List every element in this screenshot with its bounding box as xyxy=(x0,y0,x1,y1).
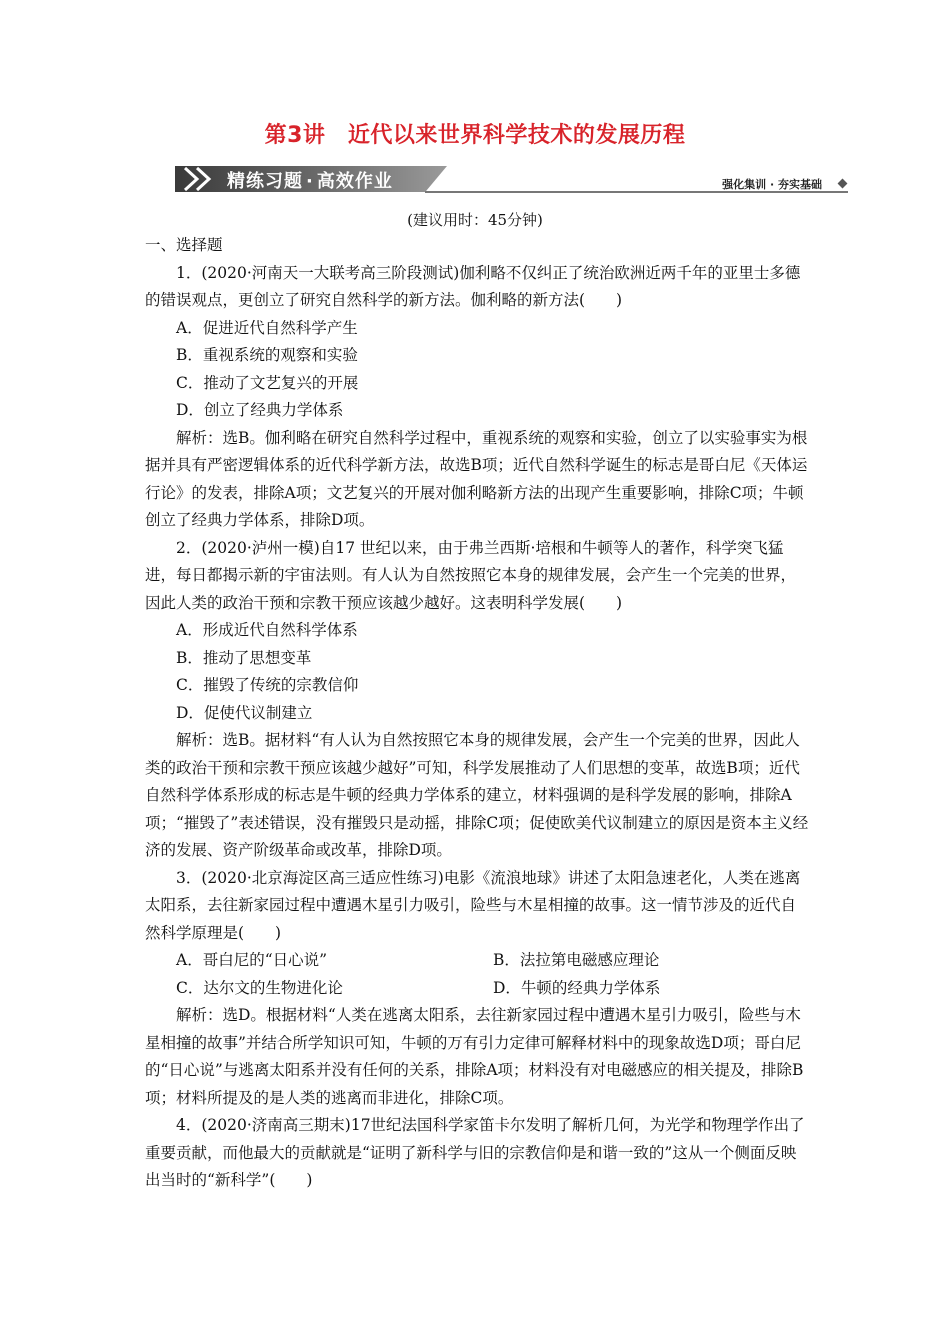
analysis-text: 解析：选B。据材料“有人认为自然按照它本身的规律发展，会产生一个完美的世界，因此人类的政治干预和宗教干预应该越少越好”可知，科学发展推动了人们思想的变革，故选B项；近代自然科学体系形成的标志是牛顿的经典力学体系的建立，材料强调的是科学发展的影响，排除A项；“摧毁了”表述错误，没有摧毁只是动摇，排除C项；促使欧美代议制建立的原因是资本主义经济的发展、资产阶级革命或改革，排除D项。 xyxy=(145,731,809,859)
option-a: A．形成近代自然科学体系 xyxy=(176,621,358,639)
option-b: B．重视系统的观察和实验 xyxy=(176,346,358,364)
banner-label xyxy=(227,167,393,193)
analysis-text: 解析：选D。根据材料“人类在逃离太阳系，去往新家园过程中遭遇木星引力吸引，险些与木星相撞的故事”并结合所学知识可知，牛顿的万有引力定律可解释材料中的现象故选D项；哥白尼的“日心说”与逃离太阳系并没有任何的关系，排除A项；材料没有对电磁感应的相关提及，排除B项；材料所提及的是人类的逃离而非进化，排除C项。 xyxy=(145,1006,804,1107)
option-c: C．达尔文的生物进化论 xyxy=(176,978,343,997)
option-row xyxy=(145,975,810,1003)
question-content xyxy=(145,232,810,1195)
section-heading: 一、选择题 xyxy=(145,236,223,254)
banner-subtitle: 强化集训 · 夯实基础 xyxy=(722,178,822,191)
diamond-icon xyxy=(838,179,848,189)
banner-dot: · xyxy=(306,171,314,192)
option-a: A．促进近代自然科学产生 xyxy=(176,318,358,337)
option-d: D．牛顿的经典力学体系 xyxy=(493,978,661,997)
option-d: D．促使代议制建立 xyxy=(176,703,313,722)
option-b: B．推动了思想变革 xyxy=(176,648,312,667)
question-stem: 4．(2020·济南高三期末)17世纪法国科学家笛卡尔发明了解析几何，为光学和物理学作出了重要贡献，而他最大的贡献就是“证明了新科学与旧的宗教信仰是和谐一致的”这从一个侧面反映出当时的“新科学”( ) xyxy=(145,1116,805,1189)
question-stem: 1．(2020·河南天一大联考高三阶段测试)伽利略不仅纠正了统治欧洲近两千年的亚里士多德的错误观点，更创立了研究自然科学的新方法。伽利略的新方法( ) xyxy=(145,263,801,309)
option-d: D．创立了经典力学体系 xyxy=(176,401,344,419)
option-a: A．哥白尼的“日心说” xyxy=(176,951,328,969)
option-row xyxy=(145,947,810,975)
option-b: B．法拉第电磁感应理论 xyxy=(493,951,660,969)
time-note: (建议用时：45分钟) xyxy=(407,211,543,229)
question-stem: 3．(2020·北京海淀区高三适应性练习)电影《流浪地球》讲述了太阳急速老化，人类在逃离太阳系，去往新家园过程中遭遇木星引力吸引，险些与木星相撞的故事。这一情节涉及的近代自然科学原理是( ) xyxy=(145,868,801,942)
option-c: C．推动了文艺复兴的开展 xyxy=(176,373,359,392)
section-banner xyxy=(175,162,850,202)
double-chevron-icon xyxy=(181,166,227,192)
banner-label-a: 精练习题 xyxy=(227,171,303,192)
option-c: C．摧毁了传统的宗教信仰 xyxy=(176,676,359,694)
analysis-text: 解析：选B。伽利略在研究自然科学过程中，重视系统的观察和实验，创立了以实验事实为根据并具有严密逻辑体系的近代科学新方法，故选B项；近代自然科学诞生的标志是哥白尼《天体运行论》的发表，排除A项；文艺复兴的开展对伽利略新方法的出现产生重要影响，排除C项；牛顿创立了经典力学体系，排除D项。 xyxy=(145,428,808,529)
banner-label-b: 高效作业 xyxy=(316,171,393,192)
page-title: 第3讲 近代以来世界科学技术的发展历程 xyxy=(264,123,686,148)
question-stem: 2．(2020·泸州一模)自17 世纪以来，由于弗兰西斯·培根和牛顿等人的著作，科学突飞猛进，每日都揭示新的宇宙法则。有人认为自然按照它本身的规律发展，会产生一个完美的世界，因此人类的政治干预和宗教干预应该越少越好。这表明科学发展( ) xyxy=(145,538,797,612)
